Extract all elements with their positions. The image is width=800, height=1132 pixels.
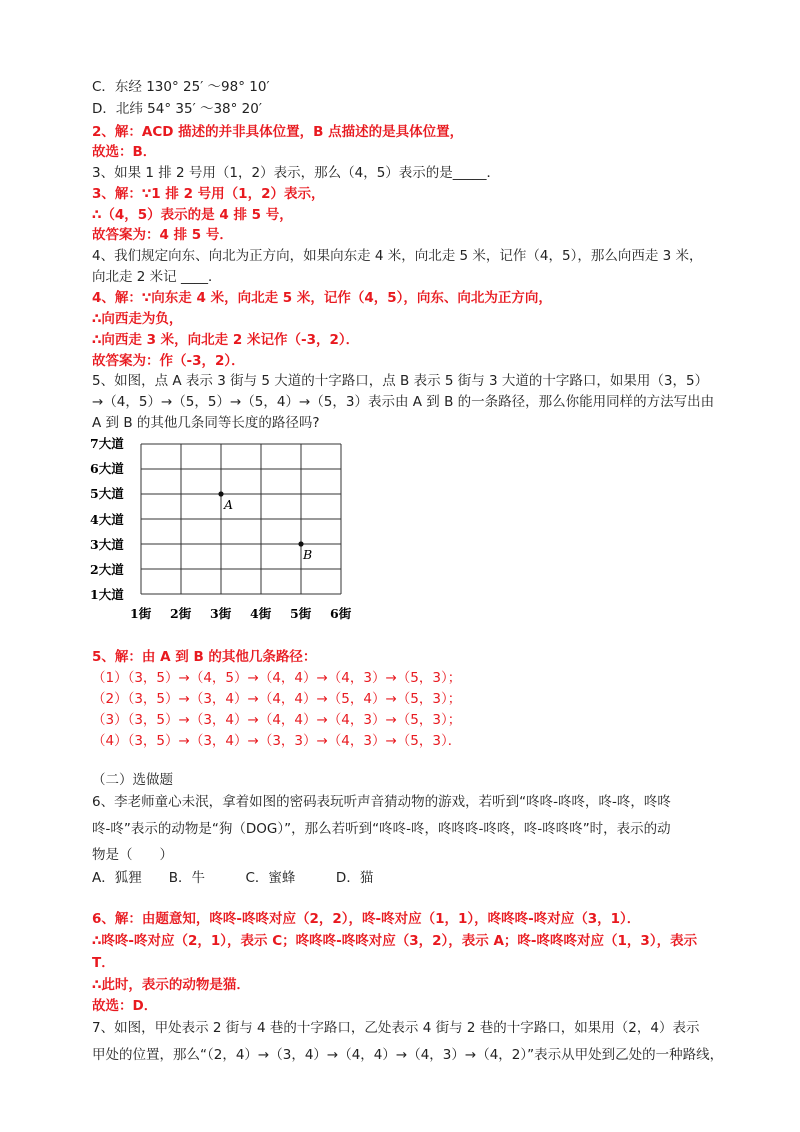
row-label-4: 4大道 — [90, 512, 124, 527]
solution-2-line-1: 2、解：ACD 描述的并非具体位置，B 点描述的是具体位置， — [92, 124, 464, 140]
point-b-dot — [298, 541, 303, 546]
question-4-line-2: 向北走 2 米记 ____． — [92, 269, 222, 285]
row-label-6: 6大道 — [90, 461, 124, 476]
question-6-line-1: 6、李老师童心未泯，拿着如图的密码表玩听声音猜动物的游戏，若听到“咚咚-咚咚，咚-咚，咚咚 — [92, 794, 671, 810]
question-7-line-2: 甲处的位置，那么“（2，4）→（3，4）→（4，4）→（4，3）→（4，2）”表示从甲处到乙处的一种路线， — [92, 1047, 724, 1063]
solution-3-answer: 故答案为：4 排 5 号． — [92, 227, 233, 243]
col-label-3: 3街 — [210, 606, 232, 621]
solution-2-answer: 故选：B． — [92, 144, 157, 160]
row-labels — [90, 436, 124, 602]
col-label-5: 5街 — [290, 606, 312, 621]
row-label-7: 7大道 — [90, 436, 124, 451]
solution-3-line-1: 3、解：∵1 排 2 号用（1，2）表示， — [92, 186, 325, 202]
row-label-5: 5大道 — [90, 486, 124, 501]
question-5-line-1: 5、如图，点 A 表示 3 街与 5 大道的十字路口，点 B 表示 5 街与 3 大道的十字路口，如果用（3，5） — [92, 373, 709, 389]
solution-4-answer: 故答案为：作（-3，2）． — [92, 353, 245, 369]
point-a-dot — [218, 491, 223, 496]
question-7-line-1: 7、如图，甲处表示 2 街与 4 巷的十字路口，乙处表示 4 街与 2 巷的十字路口，如果用（2，4）表示 — [92, 1020, 700, 1036]
option-d: D．北纬 54° 35′ ～38° 20′ — [92, 101, 262, 117]
solution-5-heading: 5、解：由 A 到 B 的其他几条路径： — [92, 649, 317, 665]
col-label-6: 6街 — [330, 606, 352, 621]
question-3: 3、如果 1 排 2 号用（1，2）表示，那么（4，5）表示的是_____． — [92, 165, 501, 181]
solution-4-line-1: 4、解：∵向东走 4 米，向北走 5 米，记作（4，5），向东、向北为正方向， — [92, 290, 552, 306]
solution-6-answer: 故选：D． — [92, 998, 158, 1014]
row-label-3: 3大道 — [90, 537, 124, 552]
question-6-options: A．狐狸 B．牛 C．蜜蜂 D．猫 — [92, 870, 374, 886]
solution-6-line-3: T． — [92, 955, 115, 971]
point-b-label: B — [303, 547, 313, 562]
row-label-2: 2大道 — [90, 562, 124, 577]
point-a-label: A — [224, 497, 234, 512]
question-5-line-2: →（4，5）→（5，5）→（5，4）→（5，3）表示由 A 到 B 的一条路径，那么你能用同样的方法写出由 — [92, 394, 715, 410]
section-optional-heading: （二）选做题 — [92, 772, 173, 788]
solution-4-line-3: ∴向西走 3 米，向北走 2 米记作（-3，2）． — [92, 332, 360, 348]
col-label-4: 4街 — [250, 606, 272, 621]
solution-5-path-1: （1）（3，5）→（4，5）→（4，4）→（4，3）→（5，3）； — [92, 670, 462, 686]
option-c: C．东经 130° 25′ ～98° 10′ — [92, 79, 270, 95]
solution-4-line-2: ∴向西走为负， — [92, 311, 183, 327]
solution-5-path-3: （3）（3，5）→（3，4）→（4，4）→（4，3）→（5，3）； — [92, 712, 462, 728]
solution-6-line-4: ∴此时，表示的动物是猫． — [92, 977, 250, 993]
question-4-line-1: 4、我们规定向东、向北为正方向，如果向东走 4 米，向北走 5 米，记作（4，5），那么向西走 3 米， — [92, 248, 703, 264]
col-label-2: 2街 — [170, 606, 192, 621]
grid-lines — [141, 444, 341, 594]
question-6-line-3: 物是（ ） — [92, 847, 173, 863]
solution-6-line-1: 6、解：由题意知，咚咚-咚咚对应（2，2），咚-咚对应（1，1），咚咚咚-咚对应（3，1）． — [92, 911, 641, 927]
solution-3-line-2: ∴（4，5）表示的是 4 排 5 号， — [92, 207, 293, 223]
solution-6-line-2: ∴咚咚-咚对应（2，1），表示 C；咚咚咚-咚咚对应（3，2），表示 A；咚-咚咚咚对应（1，3），表示 — [92, 933, 698, 949]
row-label-1: 1大道 — [90, 587, 124, 602]
col-label-1: 1街 — [130, 606, 152, 621]
question-5-line-3: A 到 B 的其他几条同等长度的路径吗? — [92, 415, 320, 431]
solution-5-path-4: （4）（3，5）→（3，4）→（3，3）→（4，3）→（5，3）． — [92, 733, 462, 749]
question-6-line-2: 咚-咚”表示的动物是“狗（DOG）”，那么若听到“咚咚-咚，咚咚咚-咚咚，咚-咚咚咚”时，表示的动 — [92, 821, 671, 837]
solution-5-path-2: （2）（3，5）→（3，4）→（4，4）→（5，4）→（5，3）； — [92, 691, 462, 707]
street-grid-figure — [88, 434, 378, 624]
column-labels — [130, 606, 352, 621]
